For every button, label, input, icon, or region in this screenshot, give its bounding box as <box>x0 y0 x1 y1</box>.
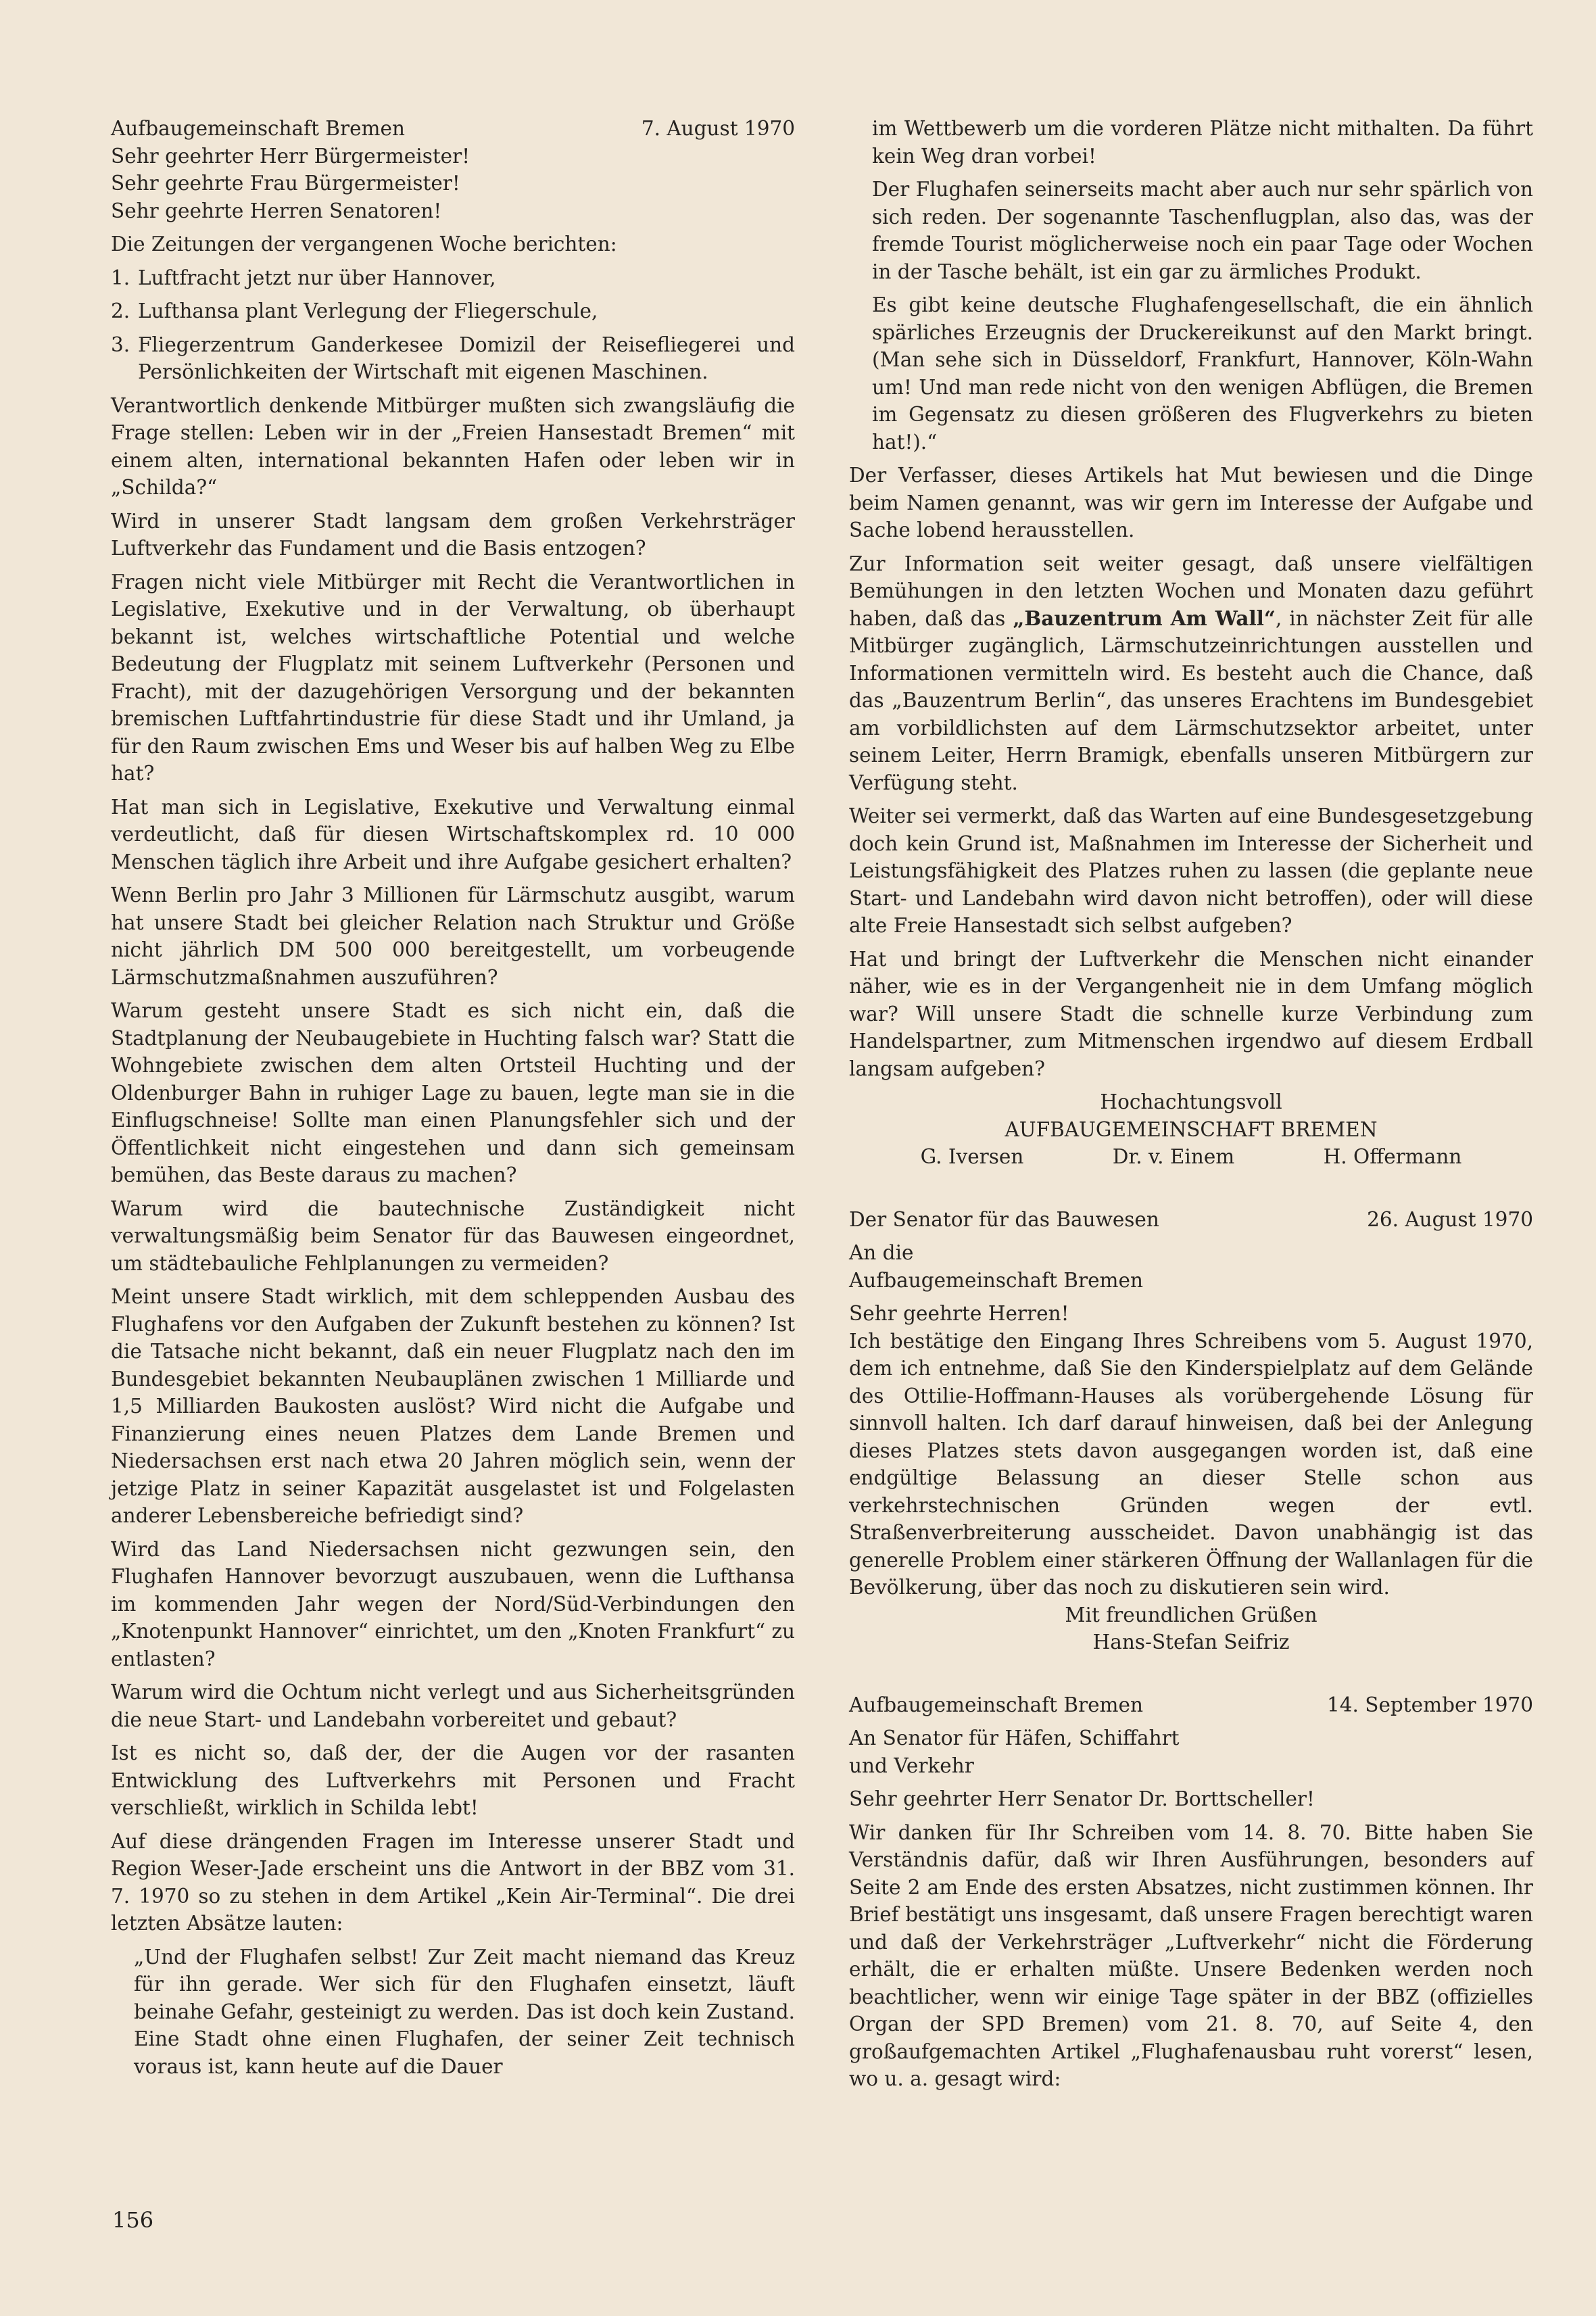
signer-name: Dr. v. Einem <box>1112 1145 1235 1168</box>
address-line: An die <box>849 1241 914 1264</box>
list-item <box>111 331 795 386</box>
page-number: 156 <box>112 2207 154 2233</box>
letter-date: 14. September 1970 <box>1326 1693 1533 1716</box>
signer-name: Hans-Stefan Seifriz <box>1092 1631 1290 1654</box>
paragraph: Warum wird die bautechnische Zuständigkeit nicht verwaltungsmäßig beim Senator für das Bauwesen eingeordnet, um städtebauliche Fehlplanungen zu vermeiden? <box>111 1197 795 1275</box>
paragraph: Wird in unserer Stadt langsam dem großen Verkehrsträger Luftverkehr das Fundament und die Basis entzogen? <box>111 509 795 560</box>
paragraph-text: , in nächster Zeit für alle Mitbürger zugänglich, Lärmschutzeinrichtungen ausstellen und Informationen vermitteln wird. Es besteht auch die Chance, daß das „Bauzentrum Berlin“, das unseres Erachtens im Bundesgebiet am vorbildlichsten auf dem Lärmschutzsektor arbeitet, unter seinem Leiter, Herrn Bramigk, ebenfalls unseren Mitbürgern zur Verfügung steht. <box>849 606 1533 794</box>
paragraph-text: Zur Information seit weiter gesagt, daß unsere vielfältigen Bemühungen in den letzten Wochen und Monaten dazu geführt haben, daß das <box>849 552 1533 630</box>
salutation: Sehr geehrter Herr Senator Dr. Borttscheller! <box>849 1787 1315 1810</box>
list-item <box>111 264 795 292</box>
paragraph: Wird das Land Niedersachsen nicht gezwungen sein, den Flughafen Hannover bevorzugt auszubauen, wenn die Lufthansa im kommenden Jahr wegen der Nord/Süd-Verbindungen den „Knotenpunkt Hannover“ einrichtet, um den „Knoten Frankfurt“ zu entlasten? <box>111 1537 795 1670</box>
quoted-paragraph: Der Flughafen seinerseits macht aber auch nur sehr spärlich von sich reden. Der sogenannte Taschenflugplan, also das, was der fremde Tourist möglicherweise noch ein paar Tage oder Wochen in der Tasche behält, ist ein gar zu ärmliches Produkt. <box>872 178 1533 283</box>
salutation: Sehr geehrte Herren! <box>849 1302 1069 1325</box>
paragraph: Wenn Berlin pro Jahr 3 Millionen für Lärmschutz ausgibt, warum hat unsere Stadt bei gleicher Relation nach Struktur und Größe nicht jährlich DM 500 000 bereitgestellt, um vorbeugende Lärmschutzmaßnahmen auszuführen? <box>111 884 795 989</box>
letter-header <box>849 1691 1533 1719</box>
paragraph: Meint unsere Stadt wirklich, mit dem schleppenden Ausbau des Flughafens vor den Aufgaben der Zukunft bestehen zu können? Ist die Tatsache nicht bekannt, daß ein neuer Flugplatz nach den im Bundesgebiet bekannten Neubauplänen zwischen 1 Milliarde und 1,5 Milliarden Baukosten auslöst? Wird nicht die Aufgabe und Finanzierung eines neuen Platzes dem Lande Bremen und Niedersachsen erst nach etwa 20 Jahren möglich sein, wenn der jetzige Platz in seiner Kapazität ausgelastet ist und Folgelasten anderer Lebensbereiche befriedigt sind? <box>111 1285 795 1527</box>
paragraph: Weiter sei vermerkt, daß das Warten auf eine Bundesgesetzgebung doch kein Grund ist, Maßnahmen im Interesse der Sicherheit und Leistungsfähigkeit des Platzes ruhen zu lassen (die geplante neue Start- und Landebahn wird davon nicht betroffen), oder will diese alte Freie Hansestadt sich selbst aufgeben? <box>849 804 1533 937</box>
letter-date: 26. August 1970 <box>1367 1207 1533 1231</box>
closing: Hochachtungsvoll <box>1100 1090 1282 1113</box>
signer-name: H. Offermann <box>1323 1145 1462 1168</box>
signatories <box>849 1143 1533 1171</box>
list-text: Luftfracht jetzt nur über Hannover, <box>138 266 496 289</box>
letter-header <box>111 115 795 143</box>
salutation: Sehr geehrte Herren Senatoren! <box>111 199 442 222</box>
sender: Aufbaugemeinschaft Bremen <box>849 1693 1143 1716</box>
paragraph: Ich bestätige den Eingang Ihres Schreibens vom 5. August 1970, dem ich entnehme, daß Sie den Kinderspielplatz auf dem Gelände des Ottilie-Hoffmann-Hauses als vorübergehende Lösung für sinnvoll halten. Ich darf darauf hinweisen, daß bei der Anlegung dieses Platzes stets davon ausgegangen worden ist, daß eine endgültige Belassung an dieser Stelle schon aus verkehrstechnischen Gründen wegen der evtl. Straßenverbreiterung ausscheidet. Davon unabhängig ist das generelle Problem einer stärkeren Öffnung der Wallanlagen für die Bevölkerung, über das noch zu diskutieren sein wird. <box>849 1329 1533 1599</box>
paragraph: Hat und bringt der Luftverkehr die Menschen nicht einander näher, wie es in der Vergangenheit nie in dem Umfang möglich war? Will unsere Stadt die schnelle kurze Verbindung zum Handelspartner, zum Mitmenschen irgendwo auf diesem Erdball langsam aufgeben? <box>849 947 1533 1080</box>
letter-date: 7. August 1970 <box>641 117 795 140</box>
left-column <box>111 115 795 2080</box>
intro-text: Die Zeitungen der vergangenen Woche berichten: <box>111 233 617 256</box>
list-number: 1. <box>111 266 130 289</box>
sender: Aufbaugemeinschaft Bremen <box>111 117 405 140</box>
quoted-paragraph: im Wettbewerb um die vorderen Plätze nicht mithalten. Da führt kein Weg dran vorbei! <box>872 117 1533 168</box>
quoted-paragraph: Es gibt keine deutsche Flughafengesellschaft, die ein ähnlich spärliches Erzeugnis der Druckereikunst auf den Markt bringt. (Man sehe sich in Düsseldorf, Frankfurt, Hannover, Köln-Wahn um! Und man rede nicht von den wenigen Abflügen, die Bremen im Gegensatz zu diesen größeren des Flugverkehrs zu bieten hat!).“ <box>872 293 1533 454</box>
paragraph: Ist es nicht so, daß der, der die Augen vor der rasanten Entwicklung des Luftverkehrs mit Personen und Fracht verschließt, wirklich in Schilda lebt! <box>111 1741 795 1819</box>
organization-name: AUFBAUGEMEINSCHAFT BREMEN <box>1005 1117 1378 1141</box>
paragraph <box>849 550 1533 797</box>
paragraph: Wir danken für Ihr Schreiben vom 14. 8. 70. Bitte haben Sie Verständnis dafür, daß wir Ihren Ausführungen, besonders auf Seite 2 am Ende des ersten Absatzes, nicht zustimmen können. Ihr Brief bestätigt uns insgesamt, daß unsere Fragen berechtigt waren und daß der Verkehrsträger „Luftverkehr“ nicht die Förderung erhält, die er erhalten müßte. Unsere Bedenken werden noch beachtlicher, wenn wir einige Tage später in der BBZ (offizielles Organ der SPD Bremen) vom 21. 8. 70, auf Seite 4, den großaufgemachten Artikel „Flughafenausbau ruht vorerst“ lesen, wo u. a. gesagt wird: <box>849 1820 1533 2090</box>
paragraph: Warum wird die Ochtum nicht verlegt und aus Sicherheitsgründen die neue Start- und Landebahn vorbereitet und gebaut? <box>111 1681 795 1731</box>
address-line: und Verkehr <box>849 1754 974 1777</box>
sender: Der Senator für das Bauwesen <box>849 1207 1159 1231</box>
letter-header <box>849 1206 1533 1234</box>
salutation: Sehr geehrte Frau Bürgermeister! <box>111 172 460 195</box>
bauzentrum-name: „Bauzentrum Am Wall“ <box>1013 606 1276 630</box>
quoted-paragraph: „Und der Flughafen selbst! Zur Zeit macht niemand das Kreuz für ihn gerade. Wer sich für den Flughafen einsetzt, läuft beinahe Gefahr, gesteinigt zu werden. Das ist doch kein Zustand. Eine Stadt ohne einen Flughafen, der seiner Zeit technisch voraus ist, kann heute auf die Dauer <box>134 1945 795 2078</box>
list-number: 3. <box>111 333 130 356</box>
list-text: Fliegerzentrum Ganderkesee Domizil der Reisefliegerei und Persönlichkeiten der Wirtschaft mit eigenen Maschinen. <box>138 333 795 383</box>
salutation: Sehr geehrter Herr Bürgermeister! <box>111 144 470 168</box>
signer-name: G. Iversen <box>920 1145 1024 1168</box>
list-item <box>111 297 795 325</box>
paragraph: Der Verfasser, dieses Artikels hat Mut bewiesen und die Dinge beim Namen genannt, was wir gern im Interesse der Aufgabe und Sache lobend herausstellen. <box>849 464 1533 541</box>
paragraph: Warum gesteht unsere Stadt es sich nicht ein, daß die Stadtplanung der Neubaugebiete in Huchting falsch war? Statt die Wohngebiete zwischen dem alten Ortsteil Huchting und der Oldenburger Bahn in ruhiger Lage zu bauen, legte man sie in die Einflugschneise! Sollte man einen Planungsfehler sich und der Öffentlichkeit nicht eingestehen und dann sich gemeinsam bemühen, das Beste daraus zu machen? <box>111 999 795 1186</box>
address-line: Aufbaugemeinschaft Bremen <box>849 1268 1143 1292</box>
paragraph: Fragen nicht viele Mitbürger mit Recht die Verantwortlichen in Legislative, Exekutive und in der Verwaltung, ob überhaupt bekannt ist, welches wirtschaftliche Potential und welche Bedeutung der Flugplatz mit seinem Luftverkehr (Personen und Fracht), mit der dazugehörigen Versorgung und der bekannten bremischen Luftfahrtindustrie für diese Stadt und ihr Umland, ja für den Raum zwischen Ems und Weser bis auf halben Weg zu Elbe hat? <box>111 570 795 785</box>
paragraph: Auf diese drängenden Fragen im Interesse unserer Stadt und Region Weser-Jade erscheint uns die Antwort in der BBZ vom 31. 7. 1970 so zu stehen in dem Artikel „Kein Air-Terminal“. Die drei letzten Absätze lauten: <box>111 1829 795 1935</box>
list-text: Lufthansa plant Verlegung der Fliegerschule, <box>138 299 598 322</box>
paragraph: Hat man sich in Legislative, Exekutive und Verwaltung einmal verdeutlicht, daß für diesen Wirtschaftskomplex rd. 10 000 Menschen täglich ihre Arbeit und ihre Aufgabe gesichert erhalten? <box>111 795 795 873</box>
list-number: 2. <box>111 299 130 322</box>
address-line: An Senator für Häfen, Schiffahrt <box>849 1727 1180 1750</box>
right-column <box>849 115 1533 2093</box>
closing: Mit freundlichen Grüßen <box>1065 1603 1317 1626</box>
paragraph: Verantwortlich denkende Mitbürger mußten sich zwangsläufig die Frage stellen: Leben wir in der „Freien Hansestadt Bremen“ mit einem alten, international bekannten Hafen oder leben wir in „Schilda?“ <box>111 393 795 499</box>
